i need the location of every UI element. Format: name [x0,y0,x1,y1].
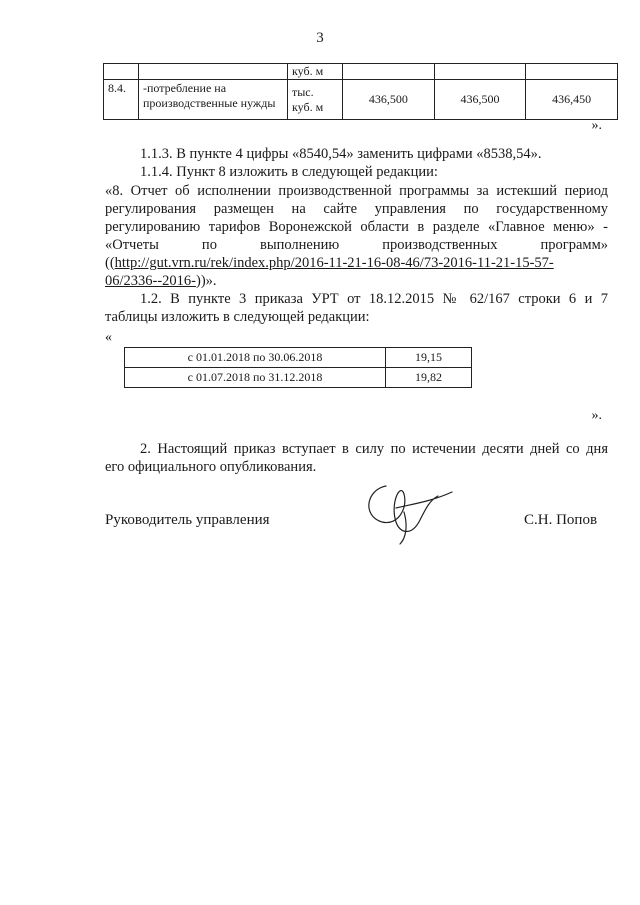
period-cell: с 01.01.2018 по 30.06.2018 [125,348,386,368]
paragraph-2-cont: его официального опубликования. [105,459,317,475]
unit-cell: куб. м [288,64,343,80]
report-link[interactable]: http://gut.vrn.ru/rek/index.php/2016-11-21-16-08-46/73-2016-11-21-15-57- [114,255,554,271]
row-description: -потребление на производственные нужды [139,80,288,120]
page-number: 3 [316,30,324,46]
production-table [103,63,618,120]
paragraph-8-line: регулированию тарифов Воронежской области в разделе «Главное меню» - [105,219,608,235]
paragraph-1-1-4: 1.1.4. Пункт 8 изложить в следующей редакции: [140,164,438,180]
signer-name: С.Н. Попов [524,512,598,528]
paragraph-1-2-cont: таблицы изложить в следующей редакции: [105,309,370,325]
table-row [104,80,618,120]
closing-quote: ». [591,408,602,423]
value-cell: 436,450 [526,80,618,120]
rate-cell: 19,15 [386,348,472,368]
unit-cell: тыс. куб. м [288,80,343,120]
value-cell: 436,500 [343,80,435,120]
row-number: 8.4. [104,80,139,120]
paragraph-8-line: регулирования размещен на сайте управления по государственному [105,201,608,217]
paragraph-8-line: «Отчеты по выполнению производственных программ» [105,237,608,253]
paragraph-2: 2. Настоящий приказ вступает в силу по истечении десяти дней со дня [140,441,608,457]
report-link[interactable]: 06/2336--2016- [105,273,197,289]
table-row [125,368,472,388]
period-cell: с 01.07.2018 по 31.12.2018 [125,368,386,388]
closing-quote: ». [591,118,602,133]
paragraph-8-line: ((http://gut.vrn.ru/rek/index.php/2016-11-21-16-08-46/73-2016-11-21-15-57- [105,255,554,271]
paragraph-8-line: «8. Отчет об исполнении производственной программы за истекший период [105,183,608,199]
rate-cell: 19,82 [386,368,472,388]
table-row [104,64,618,80]
paragraph-8-line: 06/2336--2016-))». [105,273,217,289]
opening-quote: « [105,330,112,345]
rates-table [124,347,472,388]
paragraph-1-1-3: 1.1.3. В пункте 4 цифры «8540,54» заменить цифрами «8538,54». [140,146,542,162]
signature-image [360,478,460,548]
signer-title: Руководитель управления [105,512,270,528]
table-row [125,348,472,368]
paragraph-1-2: 1.2. В пункте 3 приказа УРТ от 18.12.2015 № 62/167 строки 6 и 7 [140,291,608,307]
value-cell: 436,500 [434,80,526,120]
